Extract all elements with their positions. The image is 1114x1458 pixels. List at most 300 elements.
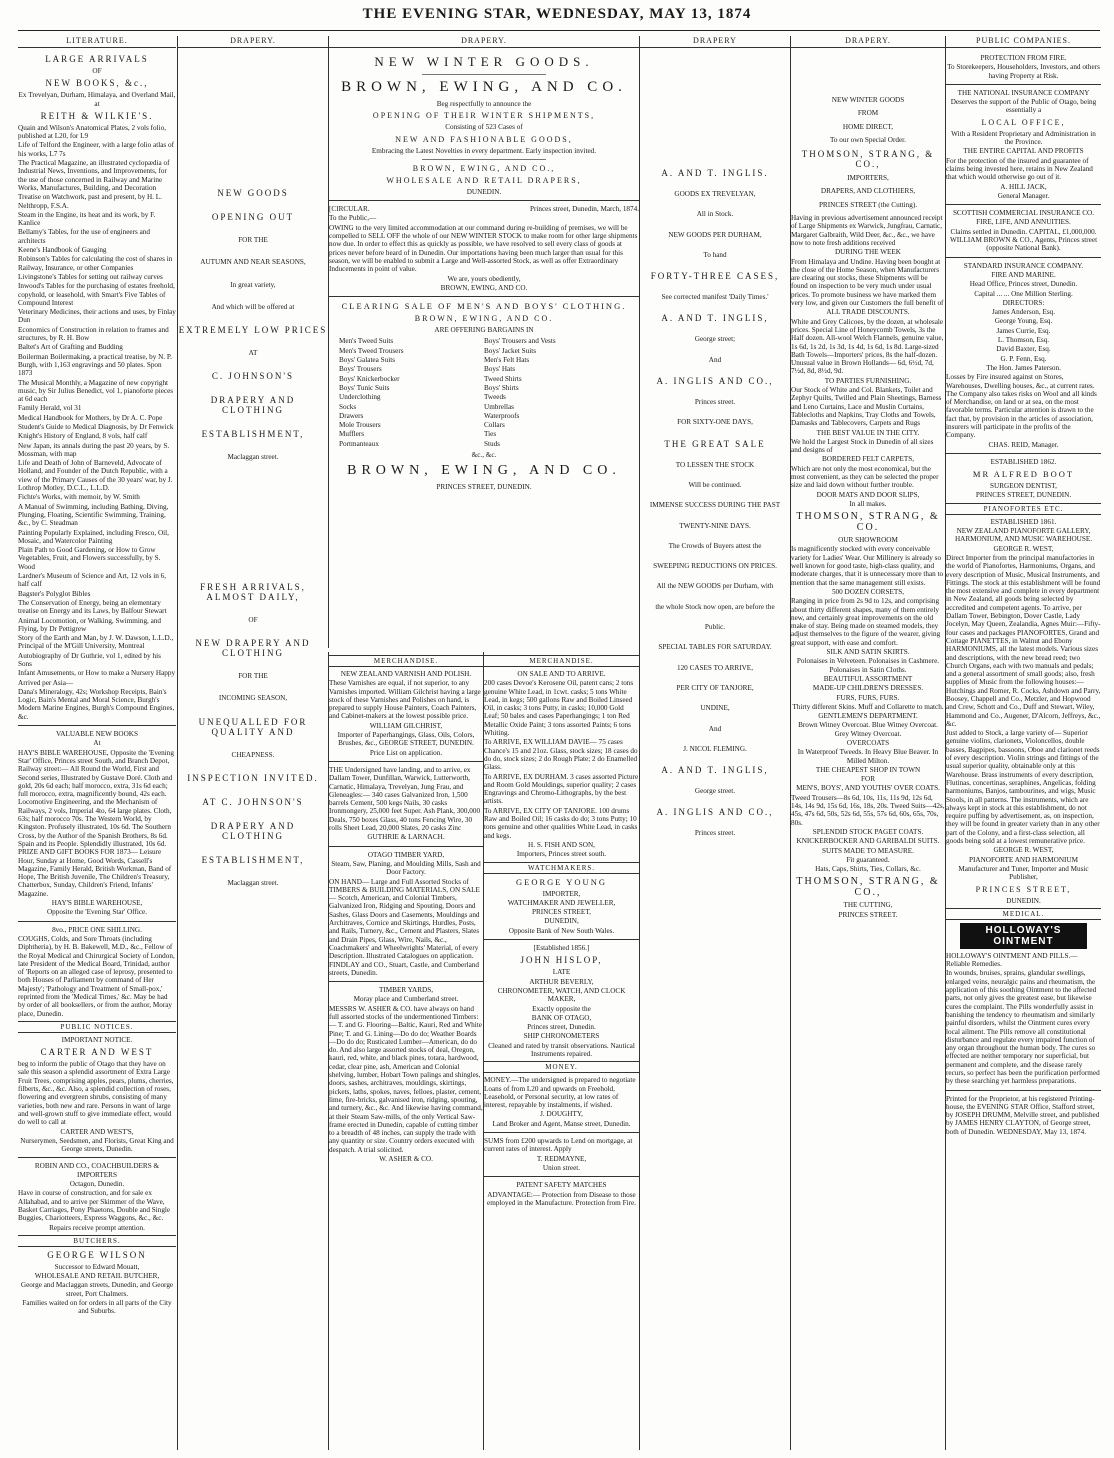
- ad-line: INSPECTION INVITED.: [187, 772, 319, 783]
- divider: [422, 74, 546, 75]
- director-name: James Anderson, Esq.: [991, 308, 1056, 317]
- section-heading: PIANOFORTES ETC.: [946, 503, 1101, 515]
- ad-headline: TO PARTIES FURNISHING.: [824, 376, 912, 385]
- ad-text: [Established 1856.]: [533, 944, 590, 953]
- director-name: G. P. Fenn, Esq.: [1000, 354, 1047, 363]
- ad-body: To ARRIVE, EX DURHAM. 3 cases assorted Picture and Room Gold Mouldings, superior quality; 2 cases Engravings and Chromo-Lithographs, by the best artists.: [484, 772, 639, 806]
- divider: [329, 200, 639, 201]
- ad-headline: IMPORTANT NOTICE.: [61, 1035, 133, 1044]
- ad-body: Is magnificently stocked with every conceivable variety for Ladies' Wear. Our Millinery is already so well known for good taste, high-class quality, and moderate charges, that it is unnecessary more than to mention that the same management still exists.: [791, 545, 944, 587]
- ad-line: AT C. JOHNSON'S: [202, 796, 304, 807]
- ad-text: PRINCES STREET,: [532, 908, 591, 917]
- ad-body: For the protection of the insured and guarantee of claims being invested here, retains in New Zealand that which would otherwise go out of it.: [946, 156, 1093, 182]
- column-heading: DRAPERY: [640, 36, 790, 48]
- ad-body: Losses by Fire insured against on Stores, Warehouses, Dwelling houses, &c., at current rates. The Company also takes risks on Wool and all kinds of Merchandise, on land or at sea, on the most favorable terms. Particular attention is drawn to the fact that, by provision in the articles of association, insurers will participate in the profits of the Company.: [946, 373, 1097, 440]
- divider: [946, 257, 1101, 258]
- ad-text: Brown Witney Overcoat. Blue Witney Overcoat. Grey Witney Overcoat.: [798, 721, 938, 738]
- ad-headline: 8vo., PRICE ONE SHILLING.: [52, 925, 142, 934]
- ad-line: And: [708, 724, 722, 733]
- section-heading: MONEY.: [484, 1061, 639, 1073]
- ad-headline: WHOLESALE AND RETAIL DRAPERS,: [386, 175, 582, 185]
- ad-line: NEW DRAPERY AND CLOTHING: [195, 638, 311, 659]
- ad-text: Cleaned and rated by transit observations. Nautical Instruments repaired.: [488, 1041, 635, 1058]
- ad-body: Have in course of construction, and for sale ex Allahabad, and to arrive per Skimmer of the Wave, Basket Carriages, Pony Phaetons, Double and Single Buggies, Chariotteers, Express Waggons, &c., &c.: [18, 1189, 171, 1223]
- list-item: Studs: [484, 439, 500, 448]
- ad-text: Deserves the support of the Public of Otago, being essentially a: [950, 98, 1097, 115]
- column-heading: LITERATURE.: [18, 36, 176, 48]
- ad-text: Thirty different Skins. Muff and Collarette to match.: [792, 702, 944, 711]
- director-name: The Hon. James Paterson.: [986, 363, 1061, 372]
- ad-line: George street.: [694, 787, 736, 796]
- book-item: Medical Handbook for Mothers, by Dr A. C. Pope: [18, 413, 163, 422]
- section-heading: WATCHMAKERS.: [484, 862, 639, 874]
- book-item: Animal Locomotion, or Walking, Swimming, and Flying, by Dr Pettigrew: [18, 616, 162, 633]
- ad-line: UNDINE,: [700, 704, 730, 713]
- list-item: Ties: [484, 430, 497, 439]
- ad-line: DRAPERY AND CLOTHING: [210, 820, 296, 841]
- divider: [329, 846, 483, 847]
- ad-text: ESTABLISHED 1862.: [990, 457, 1057, 466]
- divider: [484, 1132, 639, 1133]
- book-item: Baltet's Art of Grafting and Budding: [18, 343, 123, 352]
- ad-headline: SUITS MADE TO MEASURE.: [822, 846, 914, 855]
- ad-text: ADVANTAGE:— Protection from Disease to those employed in the Manufacture. Protection from Fire.: [487, 1190, 636, 1207]
- ad-text: Head Office, Princes street, Dunedin.: [969, 280, 1078, 289]
- ad-line: And: [708, 355, 722, 364]
- book-list: [18, 124, 176, 721]
- ad-body: In wounds, bruises, sprains, glandular swellings, enlarged veins, neuralgic pains and rheumatism, the application of this soothing Ointment to the affected parts, not only gives the greatest ease, but likewise cures the complaint. The Pills wonderfully assist in banishing the tendency to rheumatism and similarly painful disorders, whilst the Ointment cures every local ailment. The Pills remove all constitutional disturbance and regulate every impaired function of any organ throughout the human body. The cures so effected are neither temporary nor superficial, but permanent and complete, and the disease rarely recurs, so perfect has been the purification performed by these searching yet harmless preparations.: [946, 969, 1100, 1086]
- ad-line: THOMSON, STRANG, & CO.,: [801, 149, 935, 170]
- ad-text: George and Maclaggan streets, Dunedin, and George street, Port Chalmers.: [20, 1281, 174, 1298]
- ad-headline: HOLLOWAY'S OINTMENT AND PILLS.—Reliable Remedies.: [946, 951, 1078, 969]
- ad-headline: SILK AND SATIN SKIRTS.: [826, 648, 910, 657]
- ad-headline: FURS, FURS, FURS.: [836, 693, 900, 702]
- ad-headline: THE NATIONAL INSURANCE COMPANY: [957, 88, 1090, 97]
- ad-text: General Manager.: [997, 191, 1050, 200]
- ad-line: Princes street.: [694, 829, 736, 838]
- section-heading: MERCHANDISE.: [484, 655, 639, 667]
- ad-body: Just added to Stock, a large variety of— Superior genuine violins, clarionets, Violoncellos, double basses, Bagpipes, bassoons, Oboe and clarionet reeds of every description. Violin strings and fittings of the usual superior quality, obtainable only at this Warehouse. Brass instruments of every description, Flutinas, concertinas, seraphines, Angelicas, folding harmoniums, Banjos, tambourines, and wigs, Music Stools, in all patterns. The instruments, which are always kept in stock at this establishment, do not require puffing by advertisement, as, on inspection, they will be found in greater variety than in any other part of the Colony, and a first-class selection, all goods being sold at a lowest remunerative price.: [946, 729, 1100, 846]
- ad-headline: STANDARD INSURANCE COMPANY.: [963, 261, 1084, 270]
- ad-text: Capital ... ... One Million Sterling.: [974, 289, 1073, 298]
- ad-line: A. AND T. INGLIS,: [661, 313, 769, 324]
- ad-signature: CHAS. REID, Manager.: [988, 440, 1059, 449]
- thomson-header: [791, 96, 945, 209]
- ad-line: Public.: [704, 623, 726, 632]
- ad-headline: SHIP CHRONOMETERS: [523, 1032, 600, 1041]
- book-item: Life of Telford the Engineer, with a large folio atlas of his works, L7 7s: [18, 141, 175, 158]
- ad-line: DRAPERS, AND CLOTHIERS,: [820, 187, 916, 196]
- book-item: Knight's History of England, 8 vols, half calf: [18, 432, 148, 441]
- ad-text: FIRE, LIFE, AND ANNUITIES.: [976, 218, 1071, 227]
- ad-headline: DOOR MATS AND DOOR SLIPS,: [816, 490, 920, 499]
- ad-line: AUTUMN AND NEAR SEASONS,: [200, 258, 306, 267]
- director-name: David Baxter, Esq.: [996, 345, 1051, 354]
- ad-line: the whole Stock now open, are before the: [655, 602, 775, 611]
- ad-headline: SPLENDID STOCK PAGET COATS.: [812, 827, 924, 836]
- column-drapery-johnson: [177, 36, 328, 1450]
- ad-line: FOR THE: [238, 672, 268, 681]
- johnson-ad-2: [178, 582, 328, 887]
- ad-text: At: [93, 739, 101, 748]
- column-heading: DRAPERY.: [791, 36, 945, 48]
- list-item: Waterproofs: [484, 411, 520, 420]
- ad-text: Fit guaranteed.: [846, 855, 890, 864]
- ad-signature: H. S. FISH AND SON,: [528, 840, 595, 849]
- ad-text: &c., &c.: [471, 451, 497, 460]
- ad-headline: THE BEST VALUE IN THE CITY.: [816, 428, 920, 437]
- book-item: Inwood's Tables for the purchasing of estates freehold, copyhold, or leasehold, with Smart's Five Tables of Compound Interest: [18, 282, 175, 307]
- ad-line: In great variety,: [230, 280, 276, 289]
- list-item: Boys' Galatea Suits: [339, 356, 395, 365]
- list-item: Boys' Tunic Suits: [339, 383, 390, 392]
- list-item: Men's Tweed Trousers: [339, 346, 404, 355]
- circular-date: Princes street, Dunedin, March, 1874.: [530, 205, 639, 214]
- ad-body: OWING to the very limited accommodation at our command during re-building of premises, we will be compelled to SELL OFF the whole of our NEW WINTER STOCK to make room for other large shipments now due. In order to effect this as quickly as possible, we have resolved to sell every class of goods at prices never before heard of in Dunedin. Our importations having been much larger than usual for this season, we will be enabled to submit a Large and Well-assorted Stock, as well as offer Extraordinary Inducements in point of value.: [329, 223, 638, 274]
- divider: [946, 1090, 1101, 1091]
- ad-body: Our Stock of White and Col. Blankets, Toilet and Zephyr Quilts, Twilled and Plain Sheetings, Barness and Leno Curtains, Lace and Muslin Curtains, Tablecloths and Napkins, Tray Cloths and Towels, Damasks and Tablecovers, Carpets and Rugs: [791, 386, 942, 428]
- ad-line: CHEAPNESS.: [231, 750, 275, 759]
- ad-text: Importer of Paperhangings, Glass, Oils, Colors, Brushes, &c., GEORGE STREET, DUNEDIN.: [337, 731, 475, 748]
- list-item: Collars: [484, 421, 505, 430]
- ad-text: Claims settled in Dunedin. CAPITAL, £1,000,000. WILLIAM BROWN & CO., Agents, Princes street (opposite National Bank).: [949, 227, 1098, 253]
- ad-signature: W. ASHER & CO.: [379, 1155, 433, 1164]
- ad-text: To the Public,—: [329, 214, 377, 223]
- clothing-list-left: [339, 337, 484, 449]
- ad-headline: OVERCOATS: [846, 739, 890, 747]
- book-item: Family Herald, vol 31: [18, 404, 82, 413]
- ad-headline: OPENING OF THEIR WINTER SHIPMENTS,: [372, 111, 596, 121]
- list-item: Men's Tweed Suits: [339, 337, 394, 346]
- ad-text: IMPORTER,: [542, 889, 581, 898]
- ad-line: SWEEPING REDUCTIONS ON PRICES.: [653, 562, 777, 571]
- ad-line: FOR SIXTY-ONE DAYS,: [677, 418, 753, 427]
- ad-line: SPECIAL TABLES FOR SATURDAY.: [658, 643, 772, 652]
- firm-name: BROWN, EWING, AND CO.: [347, 463, 621, 479]
- ad-line: INCOMING SEASON,: [218, 694, 288, 703]
- ad-body: Having in previous advertisement announced receipt of Large Shipments ex Warwick, Jungfrau, Carnatic, Margaret Galbraith, Wild Deer, &c., &c., we have now to note fresh additions received: [791, 214, 943, 247]
- circular-label: [CIRCULAR.: [329, 205, 370, 214]
- ad-body: We hold the Largest Stock in Dunedin of all sizes and designs of: [791, 437, 934, 455]
- book-item: Quain and Wilson's Anatomical Plates, 2 vols folio, published at L20, for L9: [18, 123, 167, 141]
- ad-text: OF: [92, 67, 102, 75]
- ad-headline: MADE-UP CHILDREN'S DRESSES.: [812, 684, 924, 693]
- list-item: Tweed Shirts: [484, 374, 522, 383]
- divider: [329, 981, 483, 982]
- circular-line: [329, 205, 639, 213]
- ad-headline: VALUABLE NEW BOOKS: [56, 730, 138, 739]
- ad-line: DRAPERY AND CLOTHING: [210, 395, 296, 416]
- ad-headline: MR ALFRED BOOT: [972, 469, 1075, 480]
- ad-text: In Waterproof Tweeds. In Heavy Blue Beaver. In Milled Milton.: [797, 748, 939, 765]
- ad-text: DIRECTORS:: [1002, 298, 1045, 307]
- ad-text: We are, yours obediently,: [447, 274, 521, 283]
- column-public-companies: [945, 36, 1101, 1450]
- ad-line: A. AND T. INGLIS,: [661, 765, 769, 776]
- ad-headline: PIANOFORTE AND HARMONIUM: [969, 855, 1078, 864]
- book-item: Steam in the Engine, its heat and its work, by F. Kanlice: [18, 210, 156, 228]
- firm-name: BROWN, EWING, AND CO.: [341, 79, 627, 95]
- book-item: Life and Death of John of Barneveld, Advocate of Holland, and Founder of the Dutch Republic, with a view of the Primary Causes of the 30 years' war, by J. Lothrop Motley, D.C.L., L.L.D.: [18, 459, 173, 493]
- ad-line: All in Stock.: [696, 210, 734, 219]
- ad-text: WHOLESALE AND RETAIL BUTCHER,: [34, 1272, 160, 1281]
- ad-line: To hand: [703, 250, 727, 259]
- ad-text: Steam, Saw, Planing, and Moulding Mills, Sash and Door Factory.: [331, 859, 481, 877]
- ad-body: Ranging in price from 2s 9d to 12s, and comprising about thirty different shapes, many of them entirely new, and certainly great improvements on the old make of stay. Being made on steamed models, they adjust themselves to the figure of the wearer, giving great support, with ease and comfort.: [791, 597, 941, 647]
- ad-text: In all makes.: [849, 499, 887, 508]
- ad-headline: NEW WINTER GOODS.: [374, 54, 594, 69]
- list-item: Boys' Knickerbocker: [339, 374, 400, 383]
- list-item: Tweeds: [484, 393, 506, 402]
- list-item: Underclothing: [339, 393, 381, 402]
- ad-line: TO LESSEN THE STOCK: [675, 460, 755, 469]
- ad-line: See corrected manifest 'Daily Times.': [661, 293, 769, 302]
- ad-text: Octagon, Dunedin.: [69, 1180, 125, 1189]
- ad-text: Opposite the 'Evening Star' Office.: [46, 908, 148, 917]
- ad-body: THE Undersigned have landing, and to arrive, ex Dallam Tower, Dunfillan, Warwick, Lutterworth, Carnatic, Himalaya, Trevelyan, Jung Frau, and Gleneagles:— 340 cases Galvanized Iron, 1,500 barrels Cement, 500 kegs Nails, 30 casks Ironmongery, 25,000 feet Super. Ash Plank, 300,000 Deals, 750 boxes Glass, 40 tons Fencing Wire, 30 rolls Sheet Lead, 20,000 Slates, 20 casks Zinc: [329, 765, 481, 833]
- ad-signature: T. REDMAYNE,: [536, 1154, 587, 1163]
- ad-line: Maclaggan street.: [227, 453, 279, 462]
- book-item: Arrived per Asia—: [18, 678, 74, 687]
- ad-line: HOME DIRECT,: [842, 122, 894, 131]
- ad-body: These Varnishes are equal, if not superior, to any Varnishes imported. William Gilchrist having a large stock of these Varnishes and Polishes on hand, is prepared to supply House Painters, Coach Painters, and Cabinet-makers at the lowest possible price.: [329, 679, 481, 721]
- ad-body: COUGHS, Colds, and Sore Throats (including Diphtheria), by H. B. Bakewell, M.D., &c., Fellow of the Royal Medical and Chirurgical Society of London, late President of the Medical Board, Trinidad, author of 'Reports on an alleged case of leprosy, presented to both Houses of Parliament by command of Her Majesty'; 'Pathology and Treatment of Small-pox,' reprinted from the 'Medical Times,' &c. May be had by order of all booksellers, or from the author, Moray place, Dunedin.: [18, 934, 175, 1018]
- ad-text: ARTHUR BEVERLY,: [529, 977, 594, 986]
- column-heading: DRAPERY.: [178, 36, 328, 48]
- book-item: Keene's Handbook of Gauging: [18, 246, 107, 255]
- ad-text: Princes street, Dunedin.: [527, 1023, 596, 1032]
- ad-headline: ON SALE AND TO ARRIVE.: [517, 670, 606, 678]
- inglis-ad: [640, 168, 790, 838]
- ad-text: Embracing the Latest Novelties in every department. Early inspection invited.: [371, 146, 597, 155]
- ad-headline: TIMBER YARDS,: [378, 986, 434, 995]
- column-merchandise-left: [328, 652, 483, 1450]
- ad-body: Direct Importer from the principal manufactories in the world of Pianofortes, Harmoniums, Organs, and every description of Music, Musical Instruments, and Fittings. The stock at this establishment will be found the most extensive and complete in every department in New Zealand, all goods being selected by accredited and competent agents. To arrive, per Dallam Tower, Bebington, Dover Castle, Lady Jocelyn, May Queen, Zealandia, Agnes Muir:—Fifty-four cases and packages PIANOFORTES, Grand and Cottage PIANETTES, in Walnut and Ebony HARMONIUMS, all the latest models. Various sizes and descriptions, with the new bread reed; two Church Organs, each with two manuals and pedals; and a general assortment of small goods; also, fresh supplies of Music from the following houses:— Hutchings and Romer, R. Cocks, Ashdown and Parry, Boosey, Chappell and Co., Metzler, and Hopwood and Crew, Schott and Co., Duff and Stewart, Wiley, Hammond and Co., Augener, D'Alcorn, Jeffreys, &c., &c.: [946, 553, 1101, 728]
- book-item: Livingstone's Tables for setting out railway curves: [18, 272, 163, 281]
- ad-line: A. INGLIS AND CO.,: [656, 376, 774, 387]
- list-item: Socks: [339, 402, 357, 411]
- ad-signature: GEORGE R. WEST,: [993, 544, 1054, 553]
- ad-headline: BORDERED FELT CARPETS,: [821, 455, 915, 464]
- ad-line: AT: [248, 349, 258, 358]
- ad-headline: NEW BOOKS, &c.,: [45, 78, 149, 89]
- ad-text: FOR: [861, 775, 875, 784]
- ad-text: Ex Trevelyan, Durham, Himalaya, and Overland Mail, at: [18, 91, 176, 108]
- ad-headline: CLEARING SALE OF MEN'S AND BOYS' CLOTHING.: [341, 301, 627, 312]
- ad-text: Beg respectfully to announce the: [436, 100, 532, 108]
- book-item: Lardner's Museum of Science and Art, 12 vols in 6, half calf: [18, 572, 167, 589]
- ad-line: Princes street.: [694, 398, 736, 407]
- divider: [946, 204, 1101, 205]
- list-item: Portmanteaux: [339, 439, 379, 448]
- list-item: Drawers: [339, 411, 364, 420]
- divider: [329, 761, 483, 762]
- ad-text: DUNEDIN,: [544, 917, 579, 926]
- ad-body: MONEY.—The undersigned is prepared to negotiate Loans of from L20 and upwards on Freehold, Leasehold, or Personal security, at low rates of interest, repayable by instalments, if wished.: [484, 1076, 636, 1110]
- ad-text: Importers, Princes street south.: [516, 850, 607, 859]
- ad-line: FRESH ARRIVALS, ALMOST DAILY,: [200, 581, 306, 602]
- ad-body: MESSRS W. ASHER & CO. have always on hand full assorted stocks of the undermentioned Timbers:— T. and G. Flooring—Baltic, Kauri, Red and White Pine; T. and G. Lining—Do do do; Weather Boards—Do do do; Rusticated Lumber—American, do do do. And also large assorted stocks of deal, Oregon, kauri, red, white, and black pines, totara, hardwood, cedar, clear pine, ash, American and Colonial shelving, lumber, Hobart Town palings and shingles, doors, sashes, architraves, mouldings, skirtings, pickets, laths, spokes, naves, felloes, plaster, cement, lime, fire-bricks, galvanised iron, ridging, spouting, and turnery, &c., &c. And likewise having command, at their Steam Saw-mills, of the only Vertical Saw-frame erected in Dunedin, capable of cutting timber to a breadth of 48 inches, can supply the trade with any quantity or size. Country orders executed with despatch. A trial solicited.: [329, 1004, 483, 1154]
- ad-headline: ALL TRADE DISCOUNTS.: [826, 308, 910, 317]
- ad-signature: A. HILL JACK,: [1000, 182, 1047, 191]
- ad-signature: J. DOUGHTY,: [540, 1110, 583, 1119]
- ad-headline: NEW AND FASHIONABLE GOODS,: [395, 134, 573, 144]
- ad-line: Will be continued.: [688, 480, 742, 489]
- directors-list: [946, 308, 1101, 372]
- ad-line: THE GREAT SALE: [664, 438, 766, 449]
- ad-text: Union street.: [542, 1163, 581, 1172]
- book-item: The Conservation of Energy, being an elementary treatise on Energy and its Laws, by Balfour Stewart: [18, 598, 167, 616]
- divider: [329, 296, 639, 297]
- list-item: Mole Trousers: [339, 421, 381, 430]
- ad-line: UNEQUALLED FOR QUALITY AND: [198, 716, 308, 737]
- ad-text: Moray place and Cumberland street.: [353, 995, 459, 1004]
- ad-text: THE CUTTING,: [843, 901, 893, 910]
- book-item: The Practical Magazine, an illustrated cyclopædia of Industrial News, Inventions, and Improvements, for the use of those concerned in Railway and Marine Works, Manufactures, Building, and Decoration: [18, 159, 170, 192]
- clothing-list-right: [484, 337, 629, 449]
- ad-line: PER CITY OF TANJORE,: [676, 683, 754, 692]
- ad-signature: GEORGE R. WEST,: [993, 846, 1054, 855]
- column-drapery-thomson: [790, 36, 945, 1450]
- ad-headline: LARGE ARRIVALS: [45, 54, 149, 64]
- ad-headline: CARTER AND WEST: [40, 1047, 154, 1058]
- ad-line: Maclaggan street.: [227, 878, 279, 887]
- ad-headline: PRINCES STREET,: [975, 884, 1072, 894]
- ad-text: With a Resident Proprietary and Administration in the Province.: [951, 129, 1096, 147]
- ad-line: J. NICOL FLEMING.: [683, 744, 747, 753]
- ad-text: PRINCES STREET.: [838, 910, 898, 919]
- divider: [422, 159, 546, 160]
- ad-text: Exactly opposite the: [532, 1004, 591, 1013]
- ad-headline: GEORGE YOUNG: [516, 876, 607, 887]
- book-item: Dana's Mineralogy, 42s; Workshop Receipts, Bain's Logic, Bain's Mental and Moral Science, Burgh's Modern Marine Engines, Burgh's Compound Engines, &c.: [18, 687, 175, 721]
- director-name: James Currie, Esq.: [996, 326, 1051, 335]
- list-item: Men's Felt Hats: [484, 356, 530, 365]
- ad-line: C. JOHNSON'S: [211, 371, 295, 382]
- ad-line: NEW GOODS PER DURHAM,: [668, 230, 762, 239]
- ad-body: Tweed Trousers—8s 6d, 10s, 11s, 11s 9d, 12s 6d, 14s, 14s 9d, 15s 6d, 16s, 18s, 20s. Tweed Suits—42s, 45s, 47s 6d, 50s, 52s 6d, 55s, 57s 6d, 60s, 65s, 70s, 80s.: [791, 793, 945, 827]
- ad-line: And which will be offered at: [211, 302, 295, 311]
- book-item: Economics of Construction in relation to frames and structures, by R. H. Bow: [18, 325, 169, 343]
- book-item: The Musical Monthly, a Magazine of new copyright music, by Sir Julius Benedict, vol 1, pianoforte pieces at 6d each: [18, 378, 174, 404]
- divider: [484, 1176, 639, 1177]
- ad-body: Which are not only the most economical, but the most convenient, as they can be selected the proper size and laid down without further trouble.: [791, 464, 939, 490]
- ad-headline: THE CHEAPEST SHOP IN TOWN: [815, 765, 921, 774]
- ad-text: Price List on application.: [369, 748, 443, 757]
- ad-line: To our own Special Order.: [830, 135, 906, 144]
- ad-line: EXTREMELY LOW PRICES: [178, 325, 328, 336]
- ad-headline: LOCAL OFFICE,: [981, 117, 1066, 127]
- book-item: Plain Path to Good Gardening, or How to Grow Vegetables, Fruit, and Flowers successfully, by S. Wood: [18, 546, 161, 571]
- ad-text: Repairs receive prompt attention.: [49, 1223, 145, 1232]
- ad-line: The Crowds of Buyers attest the: [668, 541, 762, 550]
- ad-text: Successor to Edward Mouatt,: [54, 1262, 140, 1271]
- book-item: Story of the Earth and Man, by J. W. Dawson, L.L.D., Principal of the M'Gill University, Montreal: [18, 634, 174, 651]
- ad-text: DUNEDIN.: [466, 187, 502, 196]
- ad-headline: JOHN HISLOP,: [520, 955, 603, 966]
- ad-line: GOODS EX TREVELYAN,: [674, 190, 756, 198]
- ad-text: Families waited on for orders in all parts of the City and Suburbs.: [22, 1299, 172, 1316]
- ad-signature: BROWN, EWING, AND CO.: [440, 283, 528, 292]
- ad-line: George street;: [694, 335, 736, 344]
- book-item: Student's Guide to Medical Diagnosis, by Dr Fenwick: [18, 422, 174, 431]
- ad-headline: OTAGO TIMBER YARD,: [367, 850, 445, 859]
- ad-line: TWENTY-NINE DAYS.: [679, 521, 751, 530]
- ad-headline: NEW ZEALAND PIANOFORTE GALLERY, HARMONIUM, AND MUSIC WAREHOUSE.: [954, 527, 1093, 544]
- ad-headline: DURING THE WEEK: [834, 248, 901, 257]
- ad-text: Hats, Caps, Shirts, Ties, Collars, &c.: [815, 865, 921, 874]
- ad-line: ESTABLISHMENT,: [201, 429, 305, 440]
- ad-body: SUMS from £200 upwards to Lend on mortgage, at current rates of interest. Apply: [484, 1137, 633, 1154]
- divider: [18, 725, 176, 726]
- ad-headline: MEN'S, BOYS', AND YOUTHS' OVER COATS.: [796, 784, 940, 793]
- column-literature: [18, 36, 176, 1450]
- divider: [18, 921, 176, 922]
- ad-line: All the NEW GOODS per Durham, with: [656, 582, 774, 591]
- ad-text: DUNEDIN.: [1006, 896, 1041, 905]
- ad-body: To ARRIVE, EX CITY OF TANJORE. 100 drums Raw and Boiled Oil; 16 casks do do; 3 tons Putty; 10 tons genuine and other qualities White Lead, in casks and kegs.: [484, 806, 638, 840]
- ad-text: Manufacturer and Tuner, Importer and Music Publisher,: [958, 864, 1089, 882]
- firm-name: THOMSON, STRANG, & CO.,: [796, 876, 940, 899]
- book-item: Robinson's Tables for calculating the cost of shares in Railway, Insurance, or other Companies: [18, 255, 173, 272]
- ad-body: From Himalaya and Undine. Having been bought at the close of the Home Season, when Manufacturers are clearing out stocks, these Shipments will be found on inspection to be very much under usual prices. To promote business we have marked them very low, and given our Customers the full benefit of: [791, 257, 944, 308]
- holloway-banner: HOLLOWAY'S OINTMENT: [960, 923, 1087, 949]
- ad-headline: KNICKERBOCKER AND GARIBALDI SUITS.: [796, 837, 940, 846]
- book-item: Infant Amusements, or How to make a Nursery Happy: [18, 669, 176, 678]
- section-heading: MERCHANDISE.: [329, 655, 483, 667]
- book-item: Bellamy's Tables, for the use of engineers and architects: [18, 228, 150, 245]
- divider: [946, 84, 1101, 85]
- book-item: Veterinary Medicines, their actions and uses, by Finlay Dun: [18, 308, 176, 325]
- book-item: Painting Popularly Explained, including Fresco, Oil, Mosaic, and Watercolor Painting: [18, 528, 169, 545]
- divider: [484, 939, 639, 940]
- ad-line: OPENING OUT: [211, 212, 295, 222]
- column-merchandise-right: [483, 652, 639, 1450]
- director-name: George Young, Esq.: [994, 317, 1053, 326]
- ad-headline: REITH & WILKIE'S.: [40, 110, 154, 121]
- book-item: Fichte's Works, with memoir, by W. Smith: [18, 493, 140, 502]
- director-name: L. Thomson, Esq.: [997, 336, 1050, 345]
- divider: [946, 453, 1101, 454]
- list-item: Boys' Trousers and Vests: [484, 337, 556, 346]
- column-drapery-inglis: [639, 36, 790, 1450]
- book-item: Boilerman Boilermaking, a practical treatise, by N. P. Burgh, with 1,163 engravings and 50 plates. Spon 1873: [18, 352, 172, 378]
- section-heading: BUTCHERS.: [18, 1235, 176, 1247]
- imprint: Printed for the Proprietor, at his registered Printing-house, the EVENING STAR Office, Stafford street, by JOSEPH DRUMM, Melville street, and published by JAMES HENRY CLAYTON, of George street, both of Dunedin. WEDNESDAY, May 13, 1874.: [946, 1094, 1100, 1136]
- ad-body: HAY'S BIBLE WAREHOUSE, Opposite the 'Evening Star' Office, Princes street South, and Branch Depot, Railway street:— All Round the World, First and Second series, Illustrated by Gustave Doré. Cloth and gold, 20s 6d each; half morocco, extra, 31s 6d each; full morocco, extra, magnificently bound, 42s each. Locomotive Engineering, and the Mechanism of Railways, 2 vols, Imperial 4to, 64 large plates. Cloth, 63s; half morocco 70s. The Western World, by Kingston. Profusely illustrated, 10s 6d. The Southern Cross, by the Author of the Spanish Brothers, 8s 6d. Spain and its People. Splendidly illustrated, 10s 6d. PRIZE AND GIFT BOOKS FOR 1873— Leisure Hour, Sunday at Home, Good Words, Cassell's Magazine, Family Herald, British Workman, Band of Hope, The British Juvenile, The Children's Treasury, Chatterbox, Sunday, Children's Friend, Infants' Magazine.: [18, 748, 174, 898]
- firm-name: BROWN, EWING, AND CO.: [414, 314, 554, 324]
- ad-text: PRINCES STREET, DUNEDIN.: [436, 483, 532, 492]
- ad-headline: SCOTTISH COMMERCIAL INSURANCE CO.: [952, 209, 1095, 218]
- ad-text: Nurserymen, Seedsmen, and Florists, Great King and George streets, Dunedin.: [20, 1136, 174, 1154]
- ad-line: IMPORTERS,: [847, 174, 889, 183]
- book-item: Autobiography of Dr Guthrie, vol 1, edited by his Sons: [18, 651, 161, 668]
- column-heading: PUBLIC COMPANIES.: [946, 36, 1101, 48]
- ad-headline: BEAUTIFUL ASSORTMENT: [823, 674, 913, 683]
- column-heading: DRAPERY.: [329, 36, 639, 48]
- ad-headline: PATENT SAFETY MATCHES: [516, 1181, 607, 1190]
- ad-line: 120 CASES TO ARRIVE,: [676, 663, 753, 672]
- book-item: Treatise on Watchwork, past and present, by H. L. Nelthropp, F.S.A.: [18, 193, 162, 210]
- book-item: New Japan, its annals during the past 20 years, by S. Mossman, with map: [18, 441, 170, 458]
- book-item: Bagster's Polyglot Bibles: [18, 589, 91, 598]
- section-heading: MEDICAL.: [946, 908, 1101, 920]
- masthead-rule: [18, 30, 1100, 31]
- ad-line: NEW GOODS: [217, 188, 289, 198]
- ad-text: BANK OF OTAGO,: [531, 1013, 592, 1022]
- ad-signature: CARTER AND WEST'S,: [60, 1127, 134, 1136]
- list-item: Mufflers: [339, 430, 365, 439]
